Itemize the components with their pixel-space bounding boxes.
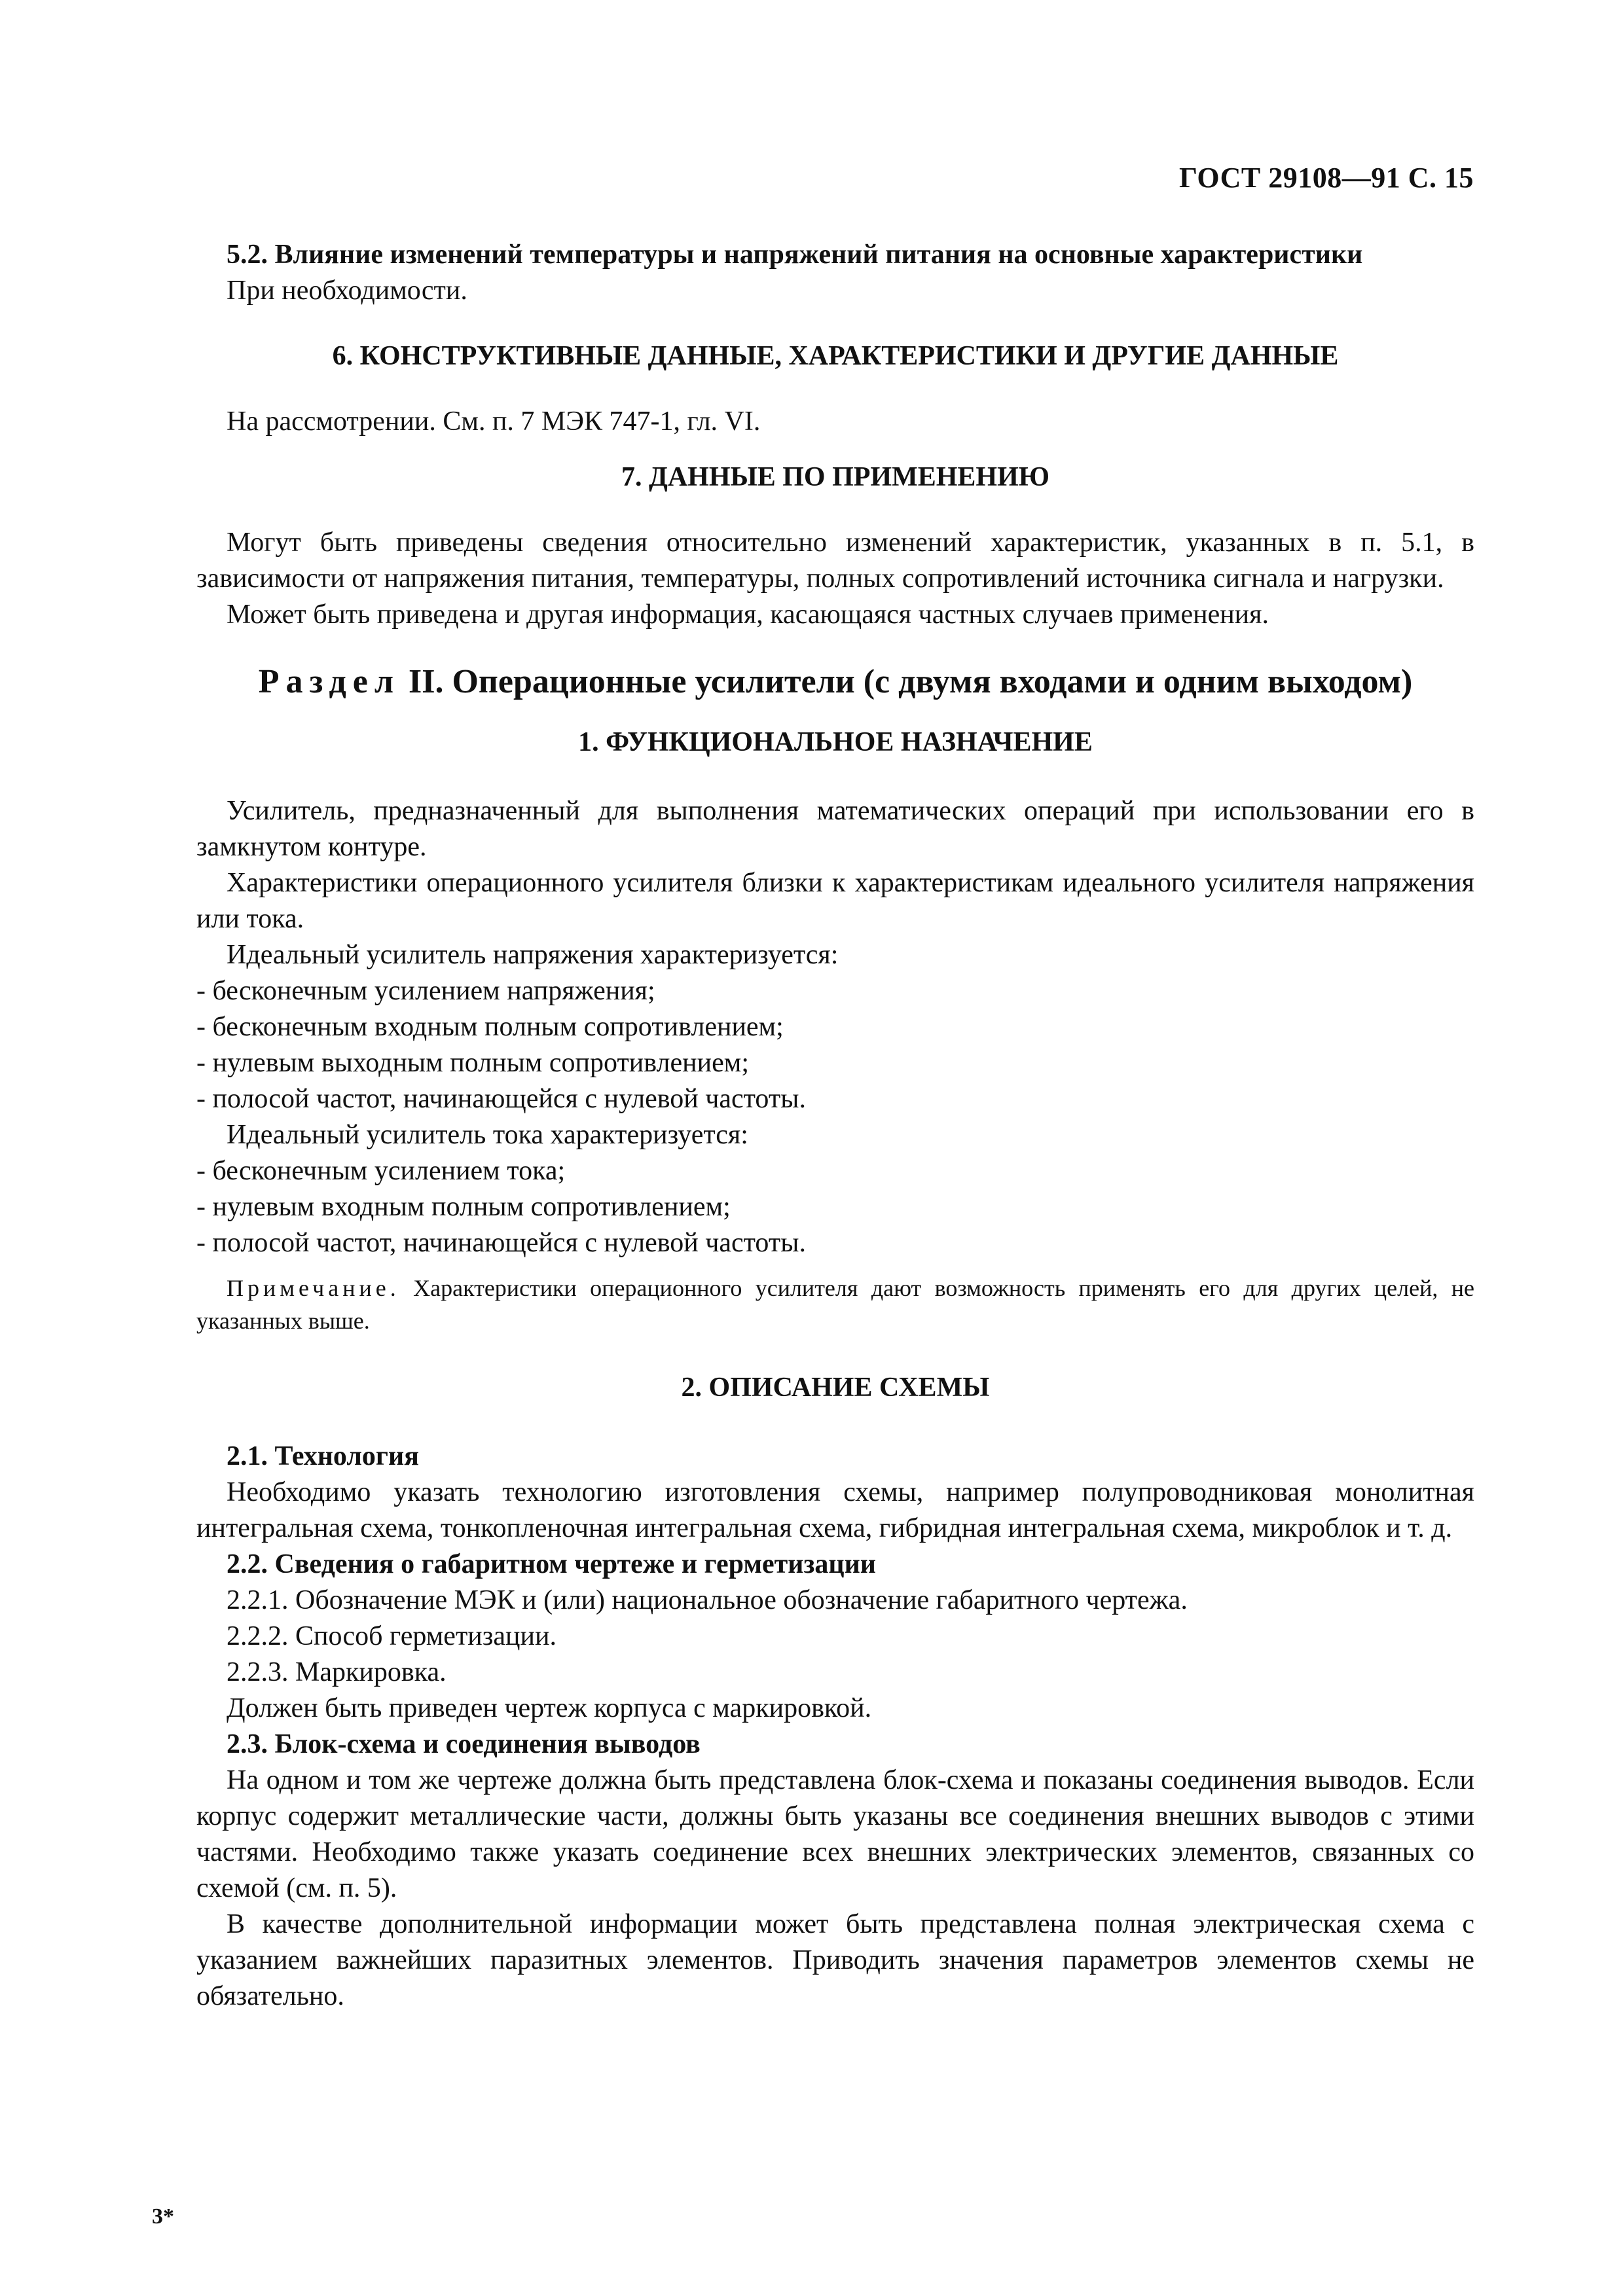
current-amplifier-intro: Идеальный усилитель тока характеризуется:	[227, 1120, 748, 1150]
list-item: - нулевым входным полным сопротивлением;	[196, 1192, 731, 1222]
section-5-2-text: При необходимости.	[227, 276, 467, 306]
circuit-description-heading: 2. ОПИСАНИЕ СХЕМЫ	[681, 1372, 990, 1403]
section-2-2-3: 2.2.3. Маркировка.	[227, 1657, 447, 1687]
section-2-1-text: Необходимо указать технологию изготовления схемы, например полупроводниковая монолитная интегральная схема, тонкопленочная интегральная схема, гибридная интегральная схема, микроблок и т. д.	[196, 1477, 1474, 1543]
list-item: - бесконечным усилением тока;	[196, 1156, 566, 1186]
functional-purpose-heading: 1. ФУНКЦИОНАЛЬНОЕ НАЗНАЧЕНИЕ	[578, 727, 1093, 757]
part-title: II. Операционные усилители (с двумя входами и одним выходом)	[409, 663, 1413, 700]
section-7-paragraph-2: Может быть приведена и другая информация, касающаяся частных случаев применения.	[227, 600, 1269, 630]
section-6-heading: 6. КОНСТРУКТИВНЫЕ ДАННЫЕ, ХАРАКТЕРИСТИКИ И ДРУГИЕ ДАННЫЕ	[332, 341, 1339, 371]
list-item: - бесконечным усилением напряжения;	[196, 976, 655, 1006]
section-7-heading: 7. ДАННЫЕ ПО ПРИМЕНЕНИЮ	[621, 462, 1050, 492]
section-2-2-title: 2.2. Сведения о габаритном чертеже и герметизации	[227, 1549, 876, 1579]
section-5-2-title: 5.2. Влияние изменений температуры и напряжений питания на основные характеристики	[227, 240, 1363, 270]
list-item: - бесконечным входным полным сопротивлением;	[196, 1012, 784, 1042]
document-body	[196, 237, 1474, 2015]
section-2-3-title: 2.3. Блок-схема и соединения выводов	[227, 1729, 701, 1759]
list-item: - полосой частот, начинающейся с нулевой частоты.	[196, 1228, 806, 1258]
note-text: Характеристики операционного усилителя дают возможность применять его для других целей, не указанных выше.	[196, 1275, 1474, 1334]
section-2-2-1: 2.2.1. Обозначение МЭК и (или) национальное обозначение габаритного чертежа.	[227, 1585, 1188, 1615]
list-item: - нулевым выходным полным сопротивлением;	[196, 1048, 749, 1078]
page-footer-mark: 3*	[152, 2204, 174, 2229]
part-label: Раздел	[258, 663, 400, 700]
functional-paragraph-1: Усилитель, предназначенный для выполнения математических операций при использовании его в замкнутом контуре.	[196, 796, 1474, 862]
list-item: - полосой частот, начинающейся с нулевой частоты.	[196, 1084, 806, 1114]
note-paragraph	[196, 1272, 1474, 1337]
section-6-text: На рассмотрении. См. п. 7 МЭК 747-1, гл. VI.	[227, 406, 761, 437]
voltage-amplifier-intro: Идеальный усилитель напряжения характеризуется:	[227, 940, 839, 970]
section-7-paragraph-1: Могут быть приведены сведения относительно изменений характеристик, указанных в п. 5.1, в зависимости от напряжения питания, температуры, полных сопротивлений источника сигнала и нагрузки.	[196, 528, 1474, 594]
section-2-2-text: Должен быть приведен чертеж корпуса с маркировкой.	[227, 1693, 872, 1723]
functional-paragraph-2: Характеристики операционного усилителя близки к характеристикам идеального усилителя напряжения или тока.	[196, 868, 1474, 934]
section-2-3-paragraph-1: На одном и том же чертеже должна быть представлена блок-схема и показаны соединения выводов. Если корпус содержит металлические части, должны быть указаны все соединения внешних выводов с этими частями. Необходимо также указать соединение всех внешних электрических элементов, связанных со схемой (см. п. 5).	[196, 1765, 1474, 1903]
section-2-3-paragraph-2: В качестве дополнительной информации может быть представлена полная электрическая схема с указанием важнейших паразитных элементов. Приводить значения параметров элементов схемы не обязательно.	[196, 1909, 1474, 2011]
section-2-2-2: 2.2.2. Способ герметизации.	[227, 1621, 556, 1651]
note-label: Примечание.	[227, 1275, 400, 1301]
part-2-heading	[196, 659, 1474, 705]
section-2-1-title: 2.1. Технология	[227, 1441, 419, 1471]
page-header-doc-ref: ГОСТ 29108—91 С. 15	[1178, 162, 1474, 194]
